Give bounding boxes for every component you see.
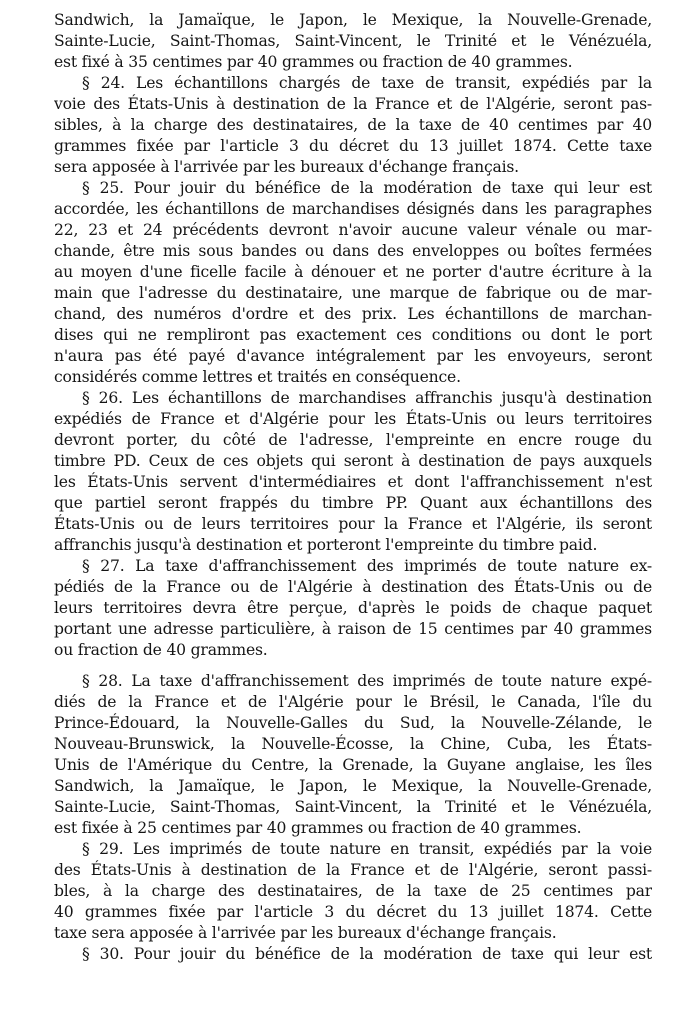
text-line: chande, être mis sous bandes ou dans des enveloppes ou boîtes fermées xyxy=(54,242,652,260)
text-line: Prince-Édouard, la Nouvelle-Galles du Sud, la Nouvelle-Zélande, le xyxy=(54,714,652,732)
text-line: au moyen d'une ficelle facile à dénouer et ne porter d'autre écriture à la xyxy=(54,263,652,281)
text-line: considérés comme lettres et traités en conséquence. xyxy=(54,368,461,386)
text-line: est fixé à 35 centimes par 40 grammes ou fraction de 40 grammes. xyxy=(54,53,573,71)
text-line: grammes fixée par l'article 3 du décret du 13 juillet 1874. Cette taxe xyxy=(54,137,652,155)
text-line: § 30. Pour jouir du bénéfice de la modération de taxe qui leur est xyxy=(82,945,652,963)
paragraph-27 xyxy=(54,556,652,661)
paragraph-25 xyxy=(54,178,652,388)
text-line: § 29. Les imprimés de toute nature en transit, expédiés par la voie xyxy=(82,840,652,858)
text-line: expédiés de France et d'Algérie pour les États-Unis ou leurs territoires xyxy=(54,410,652,428)
text-line: affranchis jusqu'à destination et porteront l'empreinte du timbre paid. xyxy=(54,536,598,554)
paragraph-30 xyxy=(54,944,652,965)
text-line: leurs territoires devra être perçue, d'après le poids de chaque paquet xyxy=(54,599,652,617)
text-line: sibles, à la charge des destinataires, de la taxe de 40 centimes par 40 xyxy=(54,116,652,134)
text-line: Sainte-Lucie, Saint-Thomas, Saint-Vincent, le Trinité et le Vénézuéla, xyxy=(54,32,652,50)
text-line: § 28. La taxe d'affranchissement des imprimés de toute nature expé- xyxy=(82,672,652,690)
text-line: taxe sera apposée à l'arrivée par les bureaux d'échange français. xyxy=(54,924,557,942)
text-line: 22, 23 et 24 précédents devront n'avoir aucune valeur vénale ou mar- xyxy=(54,221,652,239)
text-line: ou fraction de 40 grammes. xyxy=(54,641,268,659)
text-line: pédiés de la France ou de l'Algérie à destination des États-Unis ou de xyxy=(54,578,652,596)
text-line: Unis de l'Amérique du Centre, la Grenade, la Guyane anglaise, les îles xyxy=(54,756,652,774)
text-line: § 27. La taxe d'affranchissement des imprimés de toute nature ex- xyxy=(82,557,652,575)
text-line: États-Unis ou de leurs territoires pour la France et l'Algérie, ils seront xyxy=(54,515,652,533)
text-line: les États-Unis servent d'intermédiaires et dont l'affranchissement n'est xyxy=(54,473,652,491)
text-line: devront porter, du côté de l'adresse, l'empreinte en encre rouge du xyxy=(54,431,652,449)
text-line: portant une adresse particulière, à raison de 15 centimes par 40 grammes xyxy=(54,620,652,638)
text-line: des États-Unis à destination de la France et de l'Algérie, seront passi- xyxy=(54,861,652,879)
text-line: Nouveau-Brunswick, la Nouvelle-Écosse, la Chine, Cuba, les États- xyxy=(54,735,652,753)
text-line: main que l'adresse du destinataire, une marque de fabrique ou de mar- xyxy=(54,284,652,302)
paragraph-28 xyxy=(54,671,652,839)
text-line: est fixée à 25 centimes par 40 grammes ou fraction de 40 grammes. xyxy=(54,819,582,837)
text-line: timbre PD. Ceux de ces objets qui seront à destination de pays auxquels xyxy=(54,452,652,470)
text-line: § 25. Pour jouir du bénéfice de la modération de taxe qui leur est xyxy=(82,179,652,197)
text-line: Sainte-Lucie, Saint-Thomas, Saint-Vincent, la Trinité et le Vénézuéla, xyxy=(54,798,652,816)
text-line: Sandwich, la Jamaïque, le Japon, le Mexique, la Nouvelle-Grenade, xyxy=(54,777,652,795)
text-line: 40 grammes fixée par l'article 3 du décret du 13 juillet 1874. Cette xyxy=(54,903,652,921)
text-line: dises qui ne rempliront pas exactement ces conditions ou dont le port xyxy=(54,326,652,344)
text-line: diés de la France et de l'Algérie pour le Brésil, le Canada, l'île du xyxy=(54,693,652,711)
text-line: voie des États-Unis à destination de la France et de l'Algérie, seront pas- xyxy=(54,95,652,113)
paragraph-24 xyxy=(54,73,652,178)
paragraph-29 xyxy=(54,839,652,944)
paragraph-spacer xyxy=(54,661,652,671)
text-line: sera apposée à l'arrivée par les bureaux d'échange français. xyxy=(54,158,519,176)
text-line: que partiel seront frappés du timbre PP. Quant aux échantillons des xyxy=(54,494,652,512)
text-line: accordée, les échantillons de marchandises désignés dans les paragraphes xyxy=(54,200,652,218)
paragraph-continuation xyxy=(54,10,652,73)
text-line: § 26. Les échantillons de marchandises affranchis jusqu'à destination xyxy=(82,389,652,407)
text-line: n'aura pas été payé d'avance intégralement par les envoyeurs, seront xyxy=(54,347,652,365)
text-line: Sandwich, la Jamaïque, le Japon, le Mexique, la Nouvelle-Grenade, xyxy=(54,11,652,29)
document-page xyxy=(54,10,652,965)
paragraph-26 xyxy=(54,388,652,556)
text-line: § 24. Les échantillons chargés de taxe de transit, expédiés par la xyxy=(82,74,652,92)
text-line: bles, à la charge des destinataires, de la taxe de 25 centimes par xyxy=(54,882,652,900)
text-line: chand, des numéros d'ordre et des prix. Les échantillons de marchan- xyxy=(54,305,652,323)
